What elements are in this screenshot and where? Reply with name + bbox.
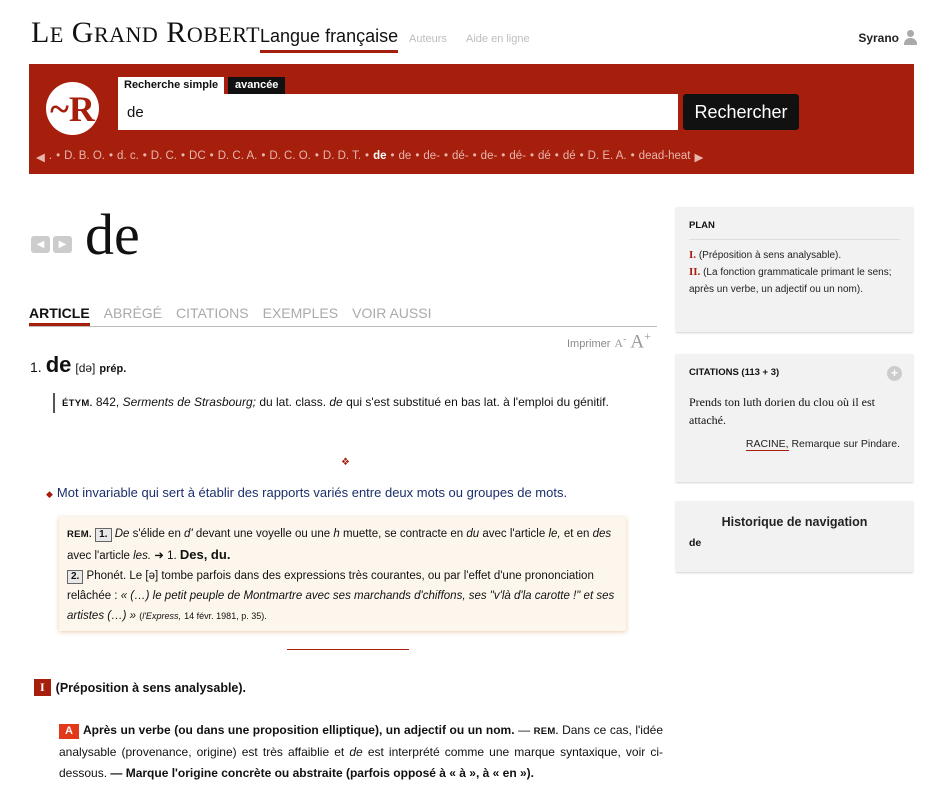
plan-title: PLAN xyxy=(689,220,900,240)
section-separator xyxy=(287,649,409,650)
section-A: A Après un verbe (ou dans une proposition elliptique), un adjectif ou un nom. — REM. Dans ce cas, l'idée analysable (provenance, origine) est très affaiblie et de est interprété comme une marque syntaxique, voir ci-dessous. — Marque l'origine concrète ou abstraite (parfois opposé à « à », à « en »). xyxy=(59,723,663,780)
strip-word[interactable]: D. C. O. xyxy=(269,150,311,162)
definition: ◆ Mot invariable qui sert à établir des rapports variés entre deux mots ou groupes de mots. xyxy=(46,485,568,500)
search-button[interactable]: Rechercher xyxy=(683,94,799,130)
search-input[interactable] xyxy=(118,94,678,130)
strip-separator: • xyxy=(472,150,477,162)
tab-abrege[interactable]: ABRÉGÉ xyxy=(103,305,163,321)
letter-badge: A xyxy=(59,724,79,739)
brand-logo-text[interactable]: LE GRAND ROBERT xyxy=(31,16,261,49)
strip-separator: • xyxy=(181,150,186,162)
citations-panel xyxy=(676,354,913,482)
strip-word[interactable]: D. C. A. xyxy=(217,150,258,162)
citations-title: CITATIONS (113 + 3) xyxy=(689,367,780,378)
print-link[interactable]: Imprimer xyxy=(567,338,611,351)
strip-separator: • xyxy=(554,150,559,162)
strip-word[interactable]: D. B. O. xyxy=(64,150,105,162)
font-increase-button[interactable]: A+ xyxy=(630,329,651,353)
tab-voir-aussi[interactable]: VOIR AUSSI xyxy=(352,305,432,321)
user-name[interactable]: Syrano xyxy=(858,30,899,45)
strip-word[interactable]: de xyxy=(373,150,387,162)
sense-title: 1. de [də] prép. xyxy=(30,352,127,377)
strip-word[interactable]: D. E. A. xyxy=(587,150,627,162)
see-also-target[interactable]: Des, du. xyxy=(179,547,231,562)
history-item[interactable]: de xyxy=(689,537,702,549)
plan-item[interactable]: I. (Préposition à sens analysable). xyxy=(689,249,842,261)
headword: de xyxy=(85,202,140,267)
user-icon xyxy=(904,30,917,45)
citation-author-link[interactable]: RACINE, xyxy=(745,438,789,450)
robert-logo-icon[interactable]: ~R xyxy=(46,82,99,135)
strip-separator: • xyxy=(142,150,147,162)
tab-citations[interactable]: CITATIONS xyxy=(176,305,249,321)
strip-separator: • xyxy=(314,150,319,162)
citation-attribution: RACINE, Remarque sur Pindare. xyxy=(745,438,900,450)
strip-word[interactable]: dé- xyxy=(509,150,526,162)
diamond-bullet-icon: ◆ xyxy=(46,489,53,499)
tab-exemples[interactable]: EXEMPLES xyxy=(262,305,339,321)
strip-separator: • xyxy=(109,150,114,162)
history-title: Historique de navigation xyxy=(721,515,868,529)
ornament-icon: ❖ xyxy=(341,457,350,468)
strip-word[interactable]: de- xyxy=(480,150,498,162)
roman-numeral-badge: I xyxy=(34,679,51,696)
navigation-history-panel xyxy=(676,501,913,572)
article-tabs xyxy=(29,305,657,327)
strip-separator: • xyxy=(415,150,420,162)
strip-separator: • xyxy=(529,150,534,162)
strip-separator: • xyxy=(209,150,214,162)
strip-word[interactable]: . xyxy=(48,150,53,162)
tab-recherche-avancee[interactable]: avancée xyxy=(228,77,285,94)
font-decrease-button[interactable]: A- xyxy=(614,334,627,351)
strip-separator: • xyxy=(443,150,449,162)
nav-auteurs[interactable]: Auteurs xyxy=(409,33,447,45)
previous-entry-icon[interactable]: ◀ xyxy=(31,236,50,253)
plan-panel xyxy=(676,207,913,332)
section-I-heading: I (Préposition à sens analysable). xyxy=(34,679,246,696)
strip-separator: • xyxy=(630,150,635,162)
user-menu[interactable] xyxy=(858,30,917,45)
tab-recherche-simple[interactable]: Recherche simple xyxy=(118,77,224,94)
strip-separator: • xyxy=(261,150,266,162)
see-also-link[interactable]: ➜ 1. xyxy=(154,550,177,562)
strip-word[interactable]: dé xyxy=(562,150,576,162)
strip-word[interactable]: dé- xyxy=(452,150,469,162)
plan-item[interactable]: II. (La fonction grammaticale primant le sens; après un verbe, un adjectif ou un nom). xyxy=(689,266,892,295)
next-entry-icon[interactable]: ▶ xyxy=(53,236,72,253)
strip-prev-icon[interactable]: ◀ xyxy=(36,152,45,164)
citation-text: Prends ton luth dorien du clou où il est attaché. xyxy=(689,395,875,427)
strip-word[interactable]: D. C. xyxy=(150,150,177,162)
strip-word[interactable]: de xyxy=(398,150,412,162)
nav-langue-francaise[interactable]: Langue française xyxy=(260,26,398,53)
strip-word[interactable]: dé xyxy=(537,150,551,162)
strip-separator: • xyxy=(56,150,61,162)
strip-next-icon[interactable]: ▶ xyxy=(694,152,704,164)
word-navigation-strip xyxy=(36,150,908,164)
part-of-speech: prép. xyxy=(99,363,127,375)
strip-word[interactable]: d. c. xyxy=(117,150,139,162)
etymology-block: ÉTYM. 842, Serments de Strasbourg; du lat. class. de qui s'est substitué en bas lat. à l'emploi du génitif. xyxy=(53,393,640,413)
strip-word[interactable]: dead-heat xyxy=(638,150,691,162)
phonetic: [də] xyxy=(75,361,96,375)
strip-word[interactable]: D. D. T. xyxy=(322,150,362,162)
expand-citations-icon[interactable]: + xyxy=(887,366,902,381)
nav-aide-en-ligne[interactable]: Aide en ligne xyxy=(466,33,530,45)
tab-article[interactable]: ARTICLE xyxy=(29,305,90,326)
strip-word[interactable]: DC xyxy=(189,150,206,162)
strip-separator: • xyxy=(501,150,506,162)
search-bar xyxy=(29,64,914,174)
print-tools xyxy=(567,329,651,353)
strip-word[interactable]: de- xyxy=(423,150,440,162)
remark-box: REM. 1. De s'élide en d' devant une voyelle ou une h muette, se contracte en du avec l'article le, et en des avec l'article les. ➜ 1. Des, du. 2. Phonét. Le [ə] tombe parfois dans des expressions très courantes, ou par l'effet d'une prononciation relâchée : « (…) le petit peuple de Montmartre avec ses marchands d'chiffons, ses "v'là d'la carotte !" et ses artistes (…) » (l'Express, 14 févr. 1981, p. 35). xyxy=(59,517,626,631)
entry-navigation xyxy=(31,236,72,253)
strip-separator: • xyxy=(365,150,370,162)
strip-separator: • xyxy=(390,150,395,162)
strip-separator: • xyxy=(579,150,584,162)
